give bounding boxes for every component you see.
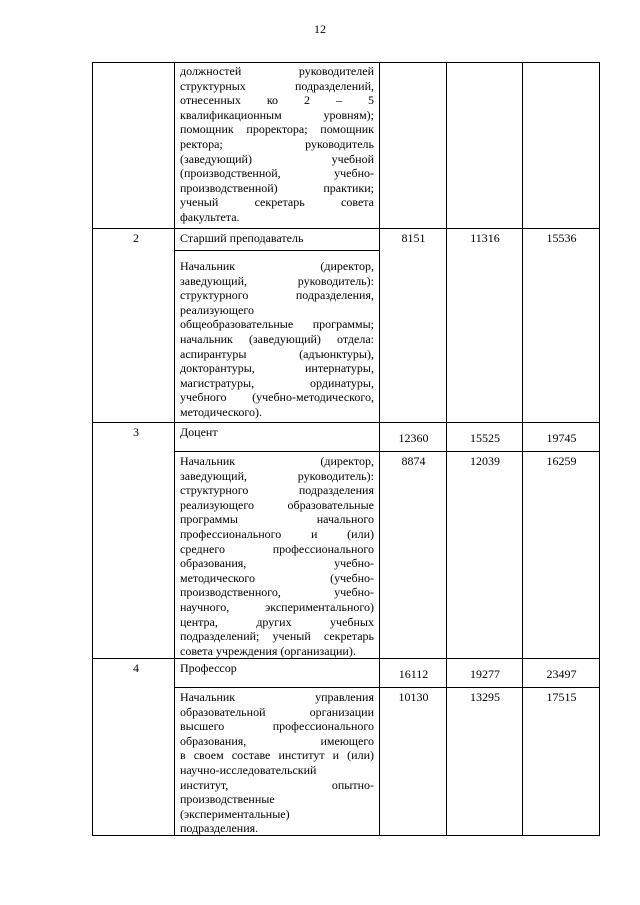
salary-value: 19745 bbox=[546, 431, 577, 445]
salary-value: 12039 bbox=[470, 454, 500, 468]
job-title: Профессор bbox=[180, 661, 237, 675]
salary-value: 15525 bbox=[470, 431, 500, 445]
job-title: Старший преподаватель bbox=[180, 231, 304, 245]
salary-value: 12360 bbox=[398, 431, 429, 445]
salary-value: 11316 bbox=[470, 231, 500, 245]
row-number: 3 bbox=[133, 425, 139, 439]
salary-value: 10130 bbox=[398, 690, 429, 704]
row-number: 4 bbox=[133, 661, 139, 675]
salary-value: 19277 bbox=[470, 667, 500, 681]
salary-value: 13295 bbox=[470, 690, 500, 704]
job-title: Доцент bbox=[180, 425, 218, 439]
salary-value: 8874 bbox=[401, 454, 426, 468]
row-number: 2 bbox=[133, 231, 139, 245]
job-description: Начальник управления образовательной организации высшего профессионального образования, имеющего в своем составе институт и (или) научно-исследовательский институт, опытно- производственные (экспериментальные) подразделения. bbox=[180, 690, 374, 836]
salary-value: 17515 bbox=[546, 690, 577, 704]
job-description: Начальник (директор, заведующий, руководитель): структурного подразделения реализующего образовательные программы начального профессионального и (или) среднего профессионального образования, учебно- методического (учебно- производственного, учебно- научного, экспериментального) центра, других учебных подразделений; ученый секретарь совета учреждения (организации). bbox=[180, 454, 374, 658]
salary-value: 16259 bbox=[546, 454, 577, 468]
job-description: должностей руководителей структурных подразделений, отнесенных ко 2 – 5 квалификационным уровням); помощник проректора; помощник ректора; руководитель (заведующий) учебной (производственной, учебно- производственной) практики; ученый секретарь совета факультета. bbox=[180, 64, 374, 224]
job-description: Начальник (директор, заведующий, руководитель): структурного подразделения, реализующего общеобразовательные программы; начальник (заведующий) отдела: аспирантуры (адъюнктуры), докторантуры, интернатуры, магистратуры, ординатуры, учебного (учебно-методического, методического). bbox=[180, 259, 374, 419]
salary-value: 8151 bbox=[401, 231, 426, 245]
page-number: 12 bbox=[314, 22, 326, 36]
salary-value: 23497 bbox=[546, 667, 577, 681]
salary-value: 15536 bbox=[546, 231, 577, 245]
salary-value: 16112 bbox=[398, 667, 429, 681]
